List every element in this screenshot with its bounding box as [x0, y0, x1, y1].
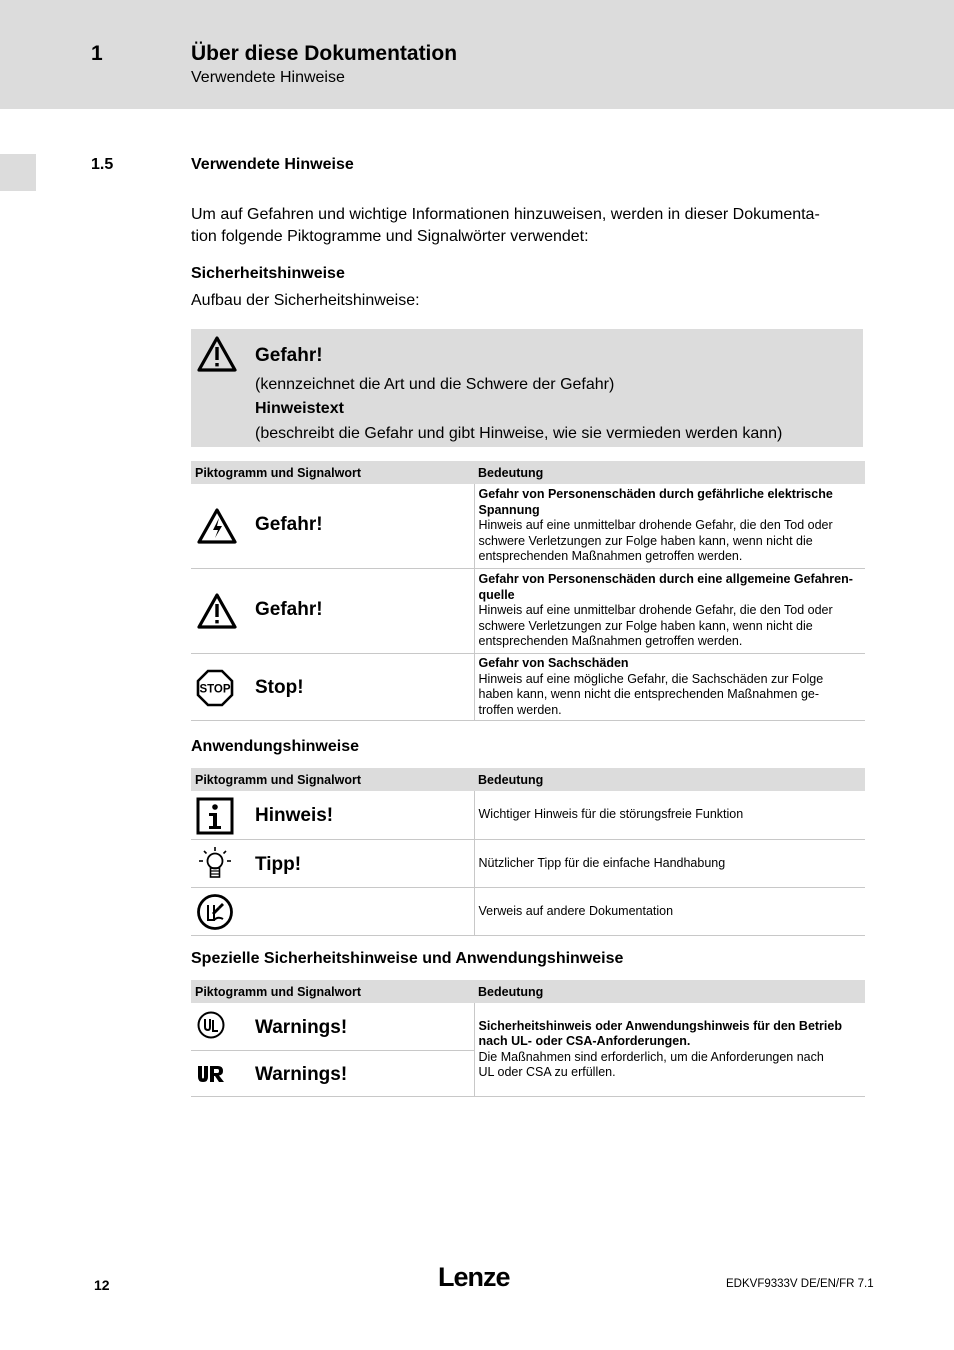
signal-word: Warnings! [255, 1064, 348, 1085]
side-tab-marker [0, 154, 36, 191]
column-header-pictogram: Piktogramm und Signalwort [191, 461, 474, 484]
warning-triangle-icon [196, 592, 238, 635]
table-row [191, 569, 865, 654]
sample-signal-word: Gefahr! [255, 345, 323, 366]
section-number: 1.5 [91, 156, 114, 173]
meaning-text: entsprechenden Maßnahmen getroffen werden. [478, 634, 743, 649]
info-icon [196, 797, 234, 840]
special-table [191, 980, 865, 1097]
table-row [191, 791, 865, 840]
column-header-pictogram: Piktogramm und Signalwort [191, 768, 474, 791]
ul-listed-icon [196, 1010, 226, 1045]
meaning-text: schwere Verletzungen zur Folge haben kann, wenn nicht die [478, 533, 813, 548]
intro-paragraph [191, 204, 866, 248]
safety-heading: Sicherheitshinweise [191, 265, 345, 282]
application-heading: Anwendungshinweise [191, 738, 360, 755]
table-row [191, 1003, 865, 1051]
table-row [191, 484, 865, 569]
meaning-title: Sicherheitshinweis oder Anwendungshinweis für den Betrieb [478, 1018, 842, 1033]
meaning-text: entsprechenden Maßnahmen getroffen werden. [478, 549, 743, 564]
stop-sign-icon [196, 669, 234, 712]
meaning-text: Hinweis auf eine unmittelbar drohende Gefahr, die den Tod oder [478, 603, 833, 618]
meaning-title: Gefahr von Personenschäden durch gefährliche elektrische [478, 487, 833, 502]
chapter-header [0, 0, 954, 109]
chapter-title: Über diese Dokumentation [191, 42, 458, 65]
meaning-text: Die Maßnahmen sind erforderlich, um die Anforderungen nach [478, 1049, 824, 1064]
meaning-title: nach UL- oder CSA-Anforderungen. [478, 1034, 691, 1048]
table-row [191, 888, 865, 936]
signal-word: Gefahr! [255, 514, 323, 535]
meaning-title: Gefahr von Sachschäden [478, 656, 629, 670]
ur-recognized-icon [196, 1063, 228, 1090]
intro-line: tion folgende Piktogramme und Signalwörter verwendet: [191, 228, 589, 245]
meaning-title: Spannung [478, 502, 540, 517]
sample-line-bold: Hinweistext [255, 400, 344, 417]
electrical-hazard-triangle-icon [196, 507, 238, 550]
signal-word: Stop! [255, 677, 304, 698]
column-header-meaning: Bedeutung [474, 980, 865, 1003]
meaning-text: haben kann, wenn nicht die entsprechenden Maßnahmen ge- [478, 687, 820, 701]
meaning-text: Verweis auf andere Dokumentation [478, 903, 674, 918]
safety-table [191, 461, 865, 721]
chapter-number: 1 [91, 42, 103, 65]
section-title: Verwendete Hinweise [191, 156, 354, 173]
sample-line: (beschreibt die Gefahr und gibt Hinweise, wie sie vermieden werden kann) [255, 425, 783, 442]
meaning-text: troffen werden. [478, 702, 562, 717]
document-reference-icon [196, 893, 234, 936]
document-id: EDKVF9333V DE/EN/FR 7.1 [726, 1278, 874, 1290]
meaning-text: UL oder CSA zu erfüllen. [478, 1065, 616, 1079]
signal-word: Tipp! [255, 854, 302, 875]
meaning-text: Hinweis auf eine mögliche Gefahr, die Sachschäden zur Folge [478, 671, 824, 686]
table-row [191, 654, 865, 721]
signal-word: Warnings! [255, 1017, 348, 1038]
column-header-meaning: Bedeutung [474, 461, 865, 484]
lightbulb-icon [196, 845, 234, 888]
stop-sign-text: STOP [199, 683, 231, 696]
special-heading: Spezielle Sicherheitshinweise und Anwendungshinweise [191, 950, 624, 967]
meaning-text: Hinweis auf eine unmittelbar drohende Gefahr, die den Tod oder [478, 518, 833, 533]
signal-word: Gefahr! [255, 599, 323, 620]
safety-sample-box [191, 329, 863, 447]
table-row [191, 840, 865, 888]
chapter-subtitle: Verwendete Hinweise [191, 69, 345, 86]
column-header-pictogram: Piktogramm und Signalwort [191, 980, 474, 1003]
column-header-meaning: Bedeutung [474, 768, 865, 791]
meaning-text: Nützlicher Tipp für die einfache Handhabung [478, 855, 726, 870]
warning-triangle-icon [196, 335, 238, 378]
intro-line: Um auf Gefahren und wichtige Informationen hinzuweisen, werden in dieser Dokumenta- [191, 206, 820, 223]
meaning-title: quelle [478, 587, 515, 602]
meaning-text: Wichtiger Hinweis für die störungsfreie Funktion [478, 807, 744, 822]
meaning-title: Gefahr von Personenschäden durch eine allgemeine Gefahren- [478, 572, 853, 587]
signal-word: Hinweis! [255, 805, 334, 826]
application-table [191, 768, 865, 936]
meaning-text: schwere Verletzungen zur Folge haben kann, wenn nicht die [478, 618, 813, 633]
page-number: 12 [94, 1277, 110, 1293]
sample-line: (kennzeichnet die Art und die Schwere der Gefahr) [255, 376, 615, 393]
structure-label: Aufbau der Sicherheitshinweise: [191, 292, 420, 309]
brand-logo: Lenze [438, 1262, 510, 1292]
